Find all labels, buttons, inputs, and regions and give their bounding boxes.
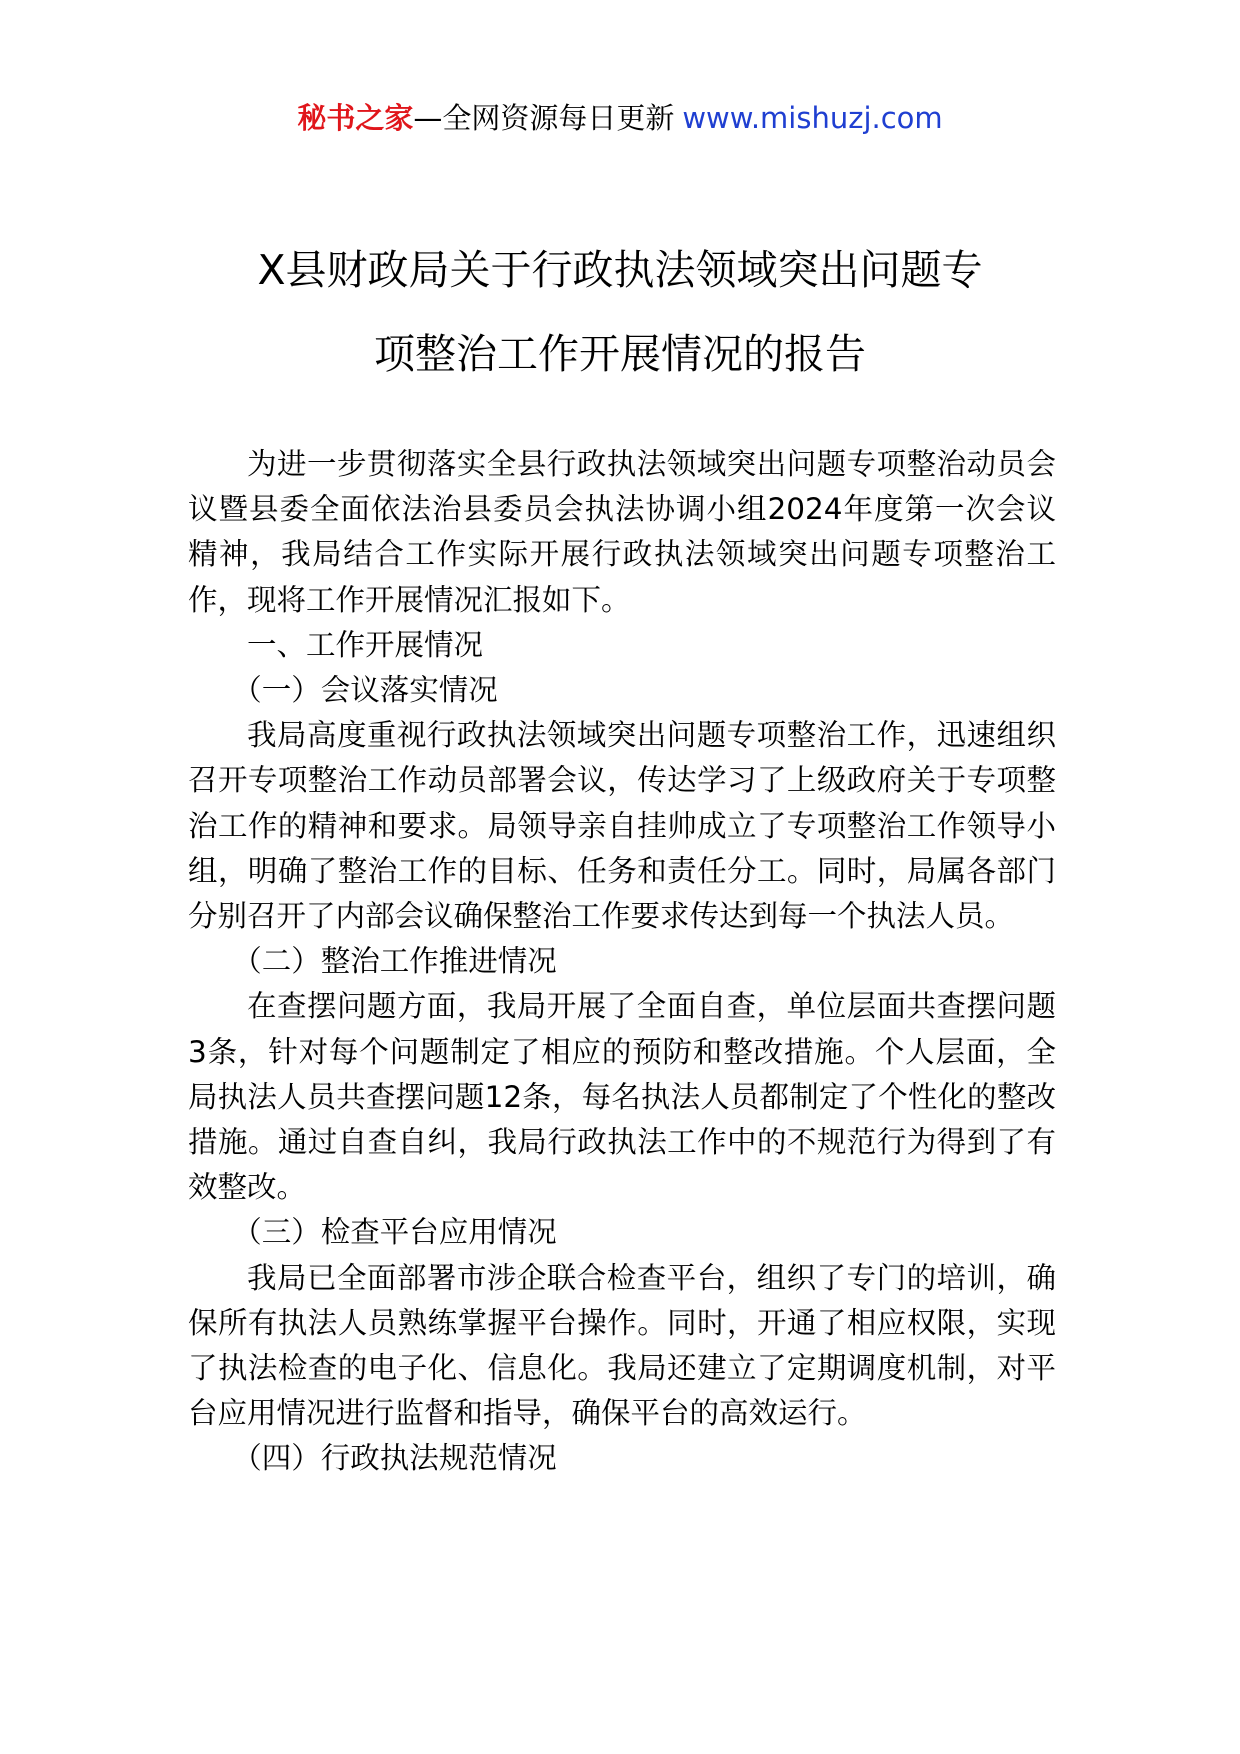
site-banner [0,98,1240,138]
title-line-2: 项整治工作开展情况的报告 [374,330,866,378]
section-heading-1: 一、工作开展情况 [247,627,484,662]
subsection-heading-4: （四）行政执法规范情况 [232,1441,557,1476]
banner-brand: 秘书之家 [297,101,414,135]
banner-site-link[interactable]: www.mishuzj.com [682,101,943,135]
paragraph-2: 在查摆问题方面，我局开展了全面自查，单位层面共查摆问题3条，针对每个问题制定了相应的预防和整改措施。个人层面，全局执法人员共查摆问题12条，每名执法人员都制定了个性化的整改措施。通过自查自纠，我局行政执法工作中的不规范行为得到了有效整改。 [188,989,1056,1205]
document-body [188,442,1056,1482]
title-line-1: X县财政局关于行政执法领域突出问题专 [257,246,983,294]
subsection-heading-1: （一）会议落实情况 [232,673,498,708]
subsection-heading-2: （二）整治工作推进情况 [232,944,557,979]
paragraph-1: 我局高度重视行政执法领域突出问题专项整治工作，迅速组织召开专项整治工作动员部署会议，传达学习了上级政府关于专项整治工作的精神和要求。局领导亲自挂帅成立了专项整治工作领导小组，明确了整治工作的目标、任务和责任分工。同时，局属各部门分别召开了内部会议确保整治工作要求传达到每一个执法人员。 [188,718,1056,934]
subsection-heading-3: （三）检查平台应用情况 [232,1215,557,1250]
paragraph-3: 我局已全面部署市涉企联合检查平台，组织了专门的培训，确保所有执法人员熟练掌握平台操作。同时，开通了相应权限，实现了执法检查的电子化、信息化。我局还建立了定期调度机制，对平台应用情况进行监督和指导，确保平台的高效运行。 [188,1260,1056,1431]
banner-slogan: —全网资源每日更新 [413,101,675,135]
document-title [190,228,1050,396]
intro-paragraph: 为进一步贯彻落实全县行政执法领域突出问题专项整治动员会议暨县委全面依法治县委员会执法协调小组2024年度第一次会议精神，我局结合工作实际开展行政执法领域突出问题专项整治工作，现将工作开展情况汇报如下。 [188,447,1056,617]
